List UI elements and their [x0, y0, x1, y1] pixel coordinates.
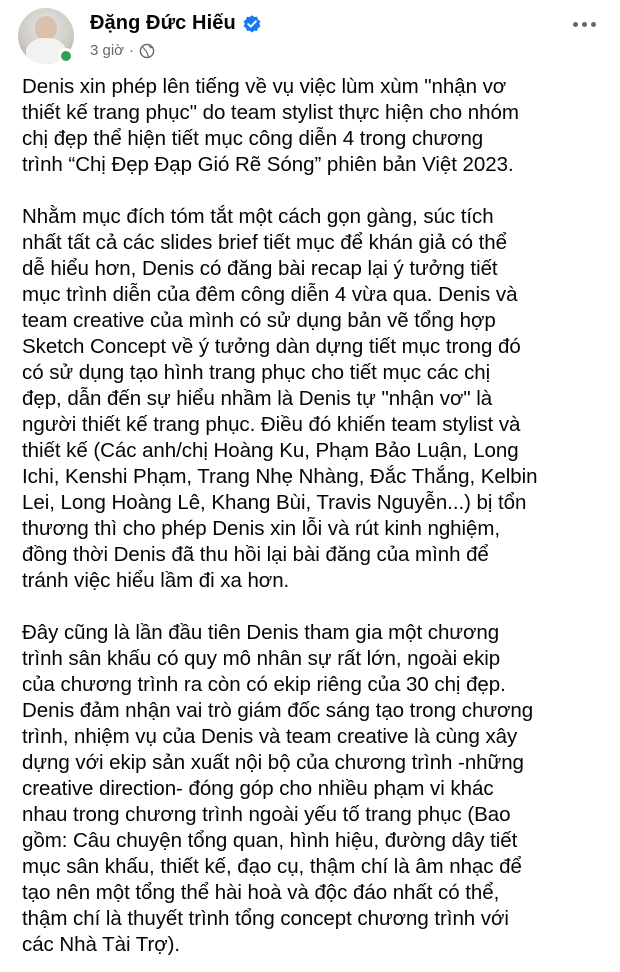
post-text-line: đồng thời Denis đã thu hồi lại bài đăng của mình để: [22, 543, 489, 566]
more-dot: [582, 22, 587, 27]
post-text-line: Sketch Concept về ý tưởng dàn dựng tiết mục trong đó: [22, 335, 521, 358]
post-text-line: Đây cũng là lần đầu tiên Denis tham gia một chương: [22, 621, 500, 644]
post-text-line: thậm chí là thuyết trình tổng concept chương trình với: [22, 907, 509, 930]
avatar-head: [35, 16, 57, 40]
post-text-line: Denis đảm nhận vai trò giám đốc sáng tạo trong chương: [22, 699, 534, 722]
meta-separator: ·: [129, 42, 135, 59]
post-text-line: team creative của mình có sử dụng bản vẽ tổng hợp: [22, 309, 496, 332]
post-text-line: Nhằm mục đích tóm tắt một cách gọn gàng, súc tích: [22, 205, 494, 228]
post-text-line: người thiết kế trang phục. Điều đó khiến team stylist và: [22, 413, 521, 436]
post-text-line: tránh việc hiểu lầm đi xa hơn.: [22, 569, 290, 592]
post-text-line: trình “Chị Đẹp Đạp Gió Rẽ Sóng” phiên bản Việt 2023.: [22, 153, 514, 176]
post-text-line: có sử dụng tạo hình trang phục cho tiết mục các chị: [22, 361, 491, 384]
post-text-line: dễ hiểu hơn, Denis có đăng bài recap lại ý tưởng tiết: [22, 257, 498, 280]
post-text-line: tạo nên một tổng thể hài hoà và độc đáo nhất có thể,: [22, 881, 500, 904]
post-text-line: Ichi, Kenshi Phạm, Trang Nhẹ Nhàng, Đắc Thắng, Kelbin: [22, 465, 538, 488]
more-dot: [591, 22, 596, 27]
author-name[interactable]: Đặng Đức Hiếu: [90, 12, 236, 34]
post-text-line: trình, nhiệm vụ của Denis và team creative là cùng xây: [22, 725, 518, 748]
post-text-line: thiết kế trang phục" do team stylist thực hiện cho nhóm: [22, 101, 519, 124]
post-text-line: mục sân khấu, thiết kế, đạo cụ, thậm chí là âm nhạc để: [22, 855, 522, 878]
post-text-line: mục trình diễn của đêm công diễn 4 vừa qua. Denis và: [22, 283, 518, 306]
post-text-line: gồm: Câu chuyện tổng quan, hình hiệu, đường dây tiết: [22, 829, 518, 852]
post-text-line: Denis xin phép lên tiếng về vụ việc lùm xùm "nhận vơ: [22, 75, 507, 98]
more-dot: [573, 22, 578, 27]
post-paragraph: [22, 204, 614, 594]
post-text-line: creative direction- đóng góp cho nhiều phạm vi khác: [22, 777, 494, 800]
verified-badge-icon: [242, 14, 262, 34]
post-text-line: đẹp, dẫn đến sự hiểu nhầm là Denis tự "nhận vơ" là: [22, 387, 493, 410]
online-status-dot: [58, 48, 74, 64]
post-text-line: các Nhà Tài Trợ).: [22, 933, 181, 956]
post-text-line: trình sân khấu có quy mô nhân sự rất lớn, ngoài ekip: [22, 647, 501, 670]
post-text-line: Lei, Long Hoàng Lê, Khang Bùi, Travis Nguyễn...) bị tổn: [22, 491, 527, 514]
post-text-line: thương thì cho phép Denis xin lỗi và rút kinh nghiệm,: [22, 517, 501, 540]
post-text-line: nhất tất cả các slides brief tiết mục để khán giả có thể: [22, 231, 507, 254]
post-time[interactable]: 3 giờ: [90, 42, 125, 59]
post-meta: [90, 42, 155, 59]
globe-icon[interactable]: [139, 43, 155, 59]
post-text-line: thiết kế (Các anh/chị Hoàng Ku, Phạm Bảo Luận, Long: [22, 439, 519, 462]
post-header: [18, 8, 608, 68]
post-text-line: của chương trình ra còn có ekip riêng của 30 chị đẹp.: [22, 673, 506, 696]
post-text: [22, 74, 614, 972]
post-text-line: dựng với ekip sản xuất nội bộ của chương trình -những: [22, 751, 524, 774]
author-row: [90, 12, 262, 35]
post-text-line: chị đẹp thể hiện tiết mục công diễn 4 trong chương: [22, 127, 484, 150]
post-text-line: nhau trong chương trình ngoài yếu tố trang phục (Bao: [22, 803, 511, 826]
post-paragraph: [22, 74, 614, 178]
post-paragraph: [22, 620, 614, 958]
more-options-button[interactable]: [566, 12, 602, 36]
